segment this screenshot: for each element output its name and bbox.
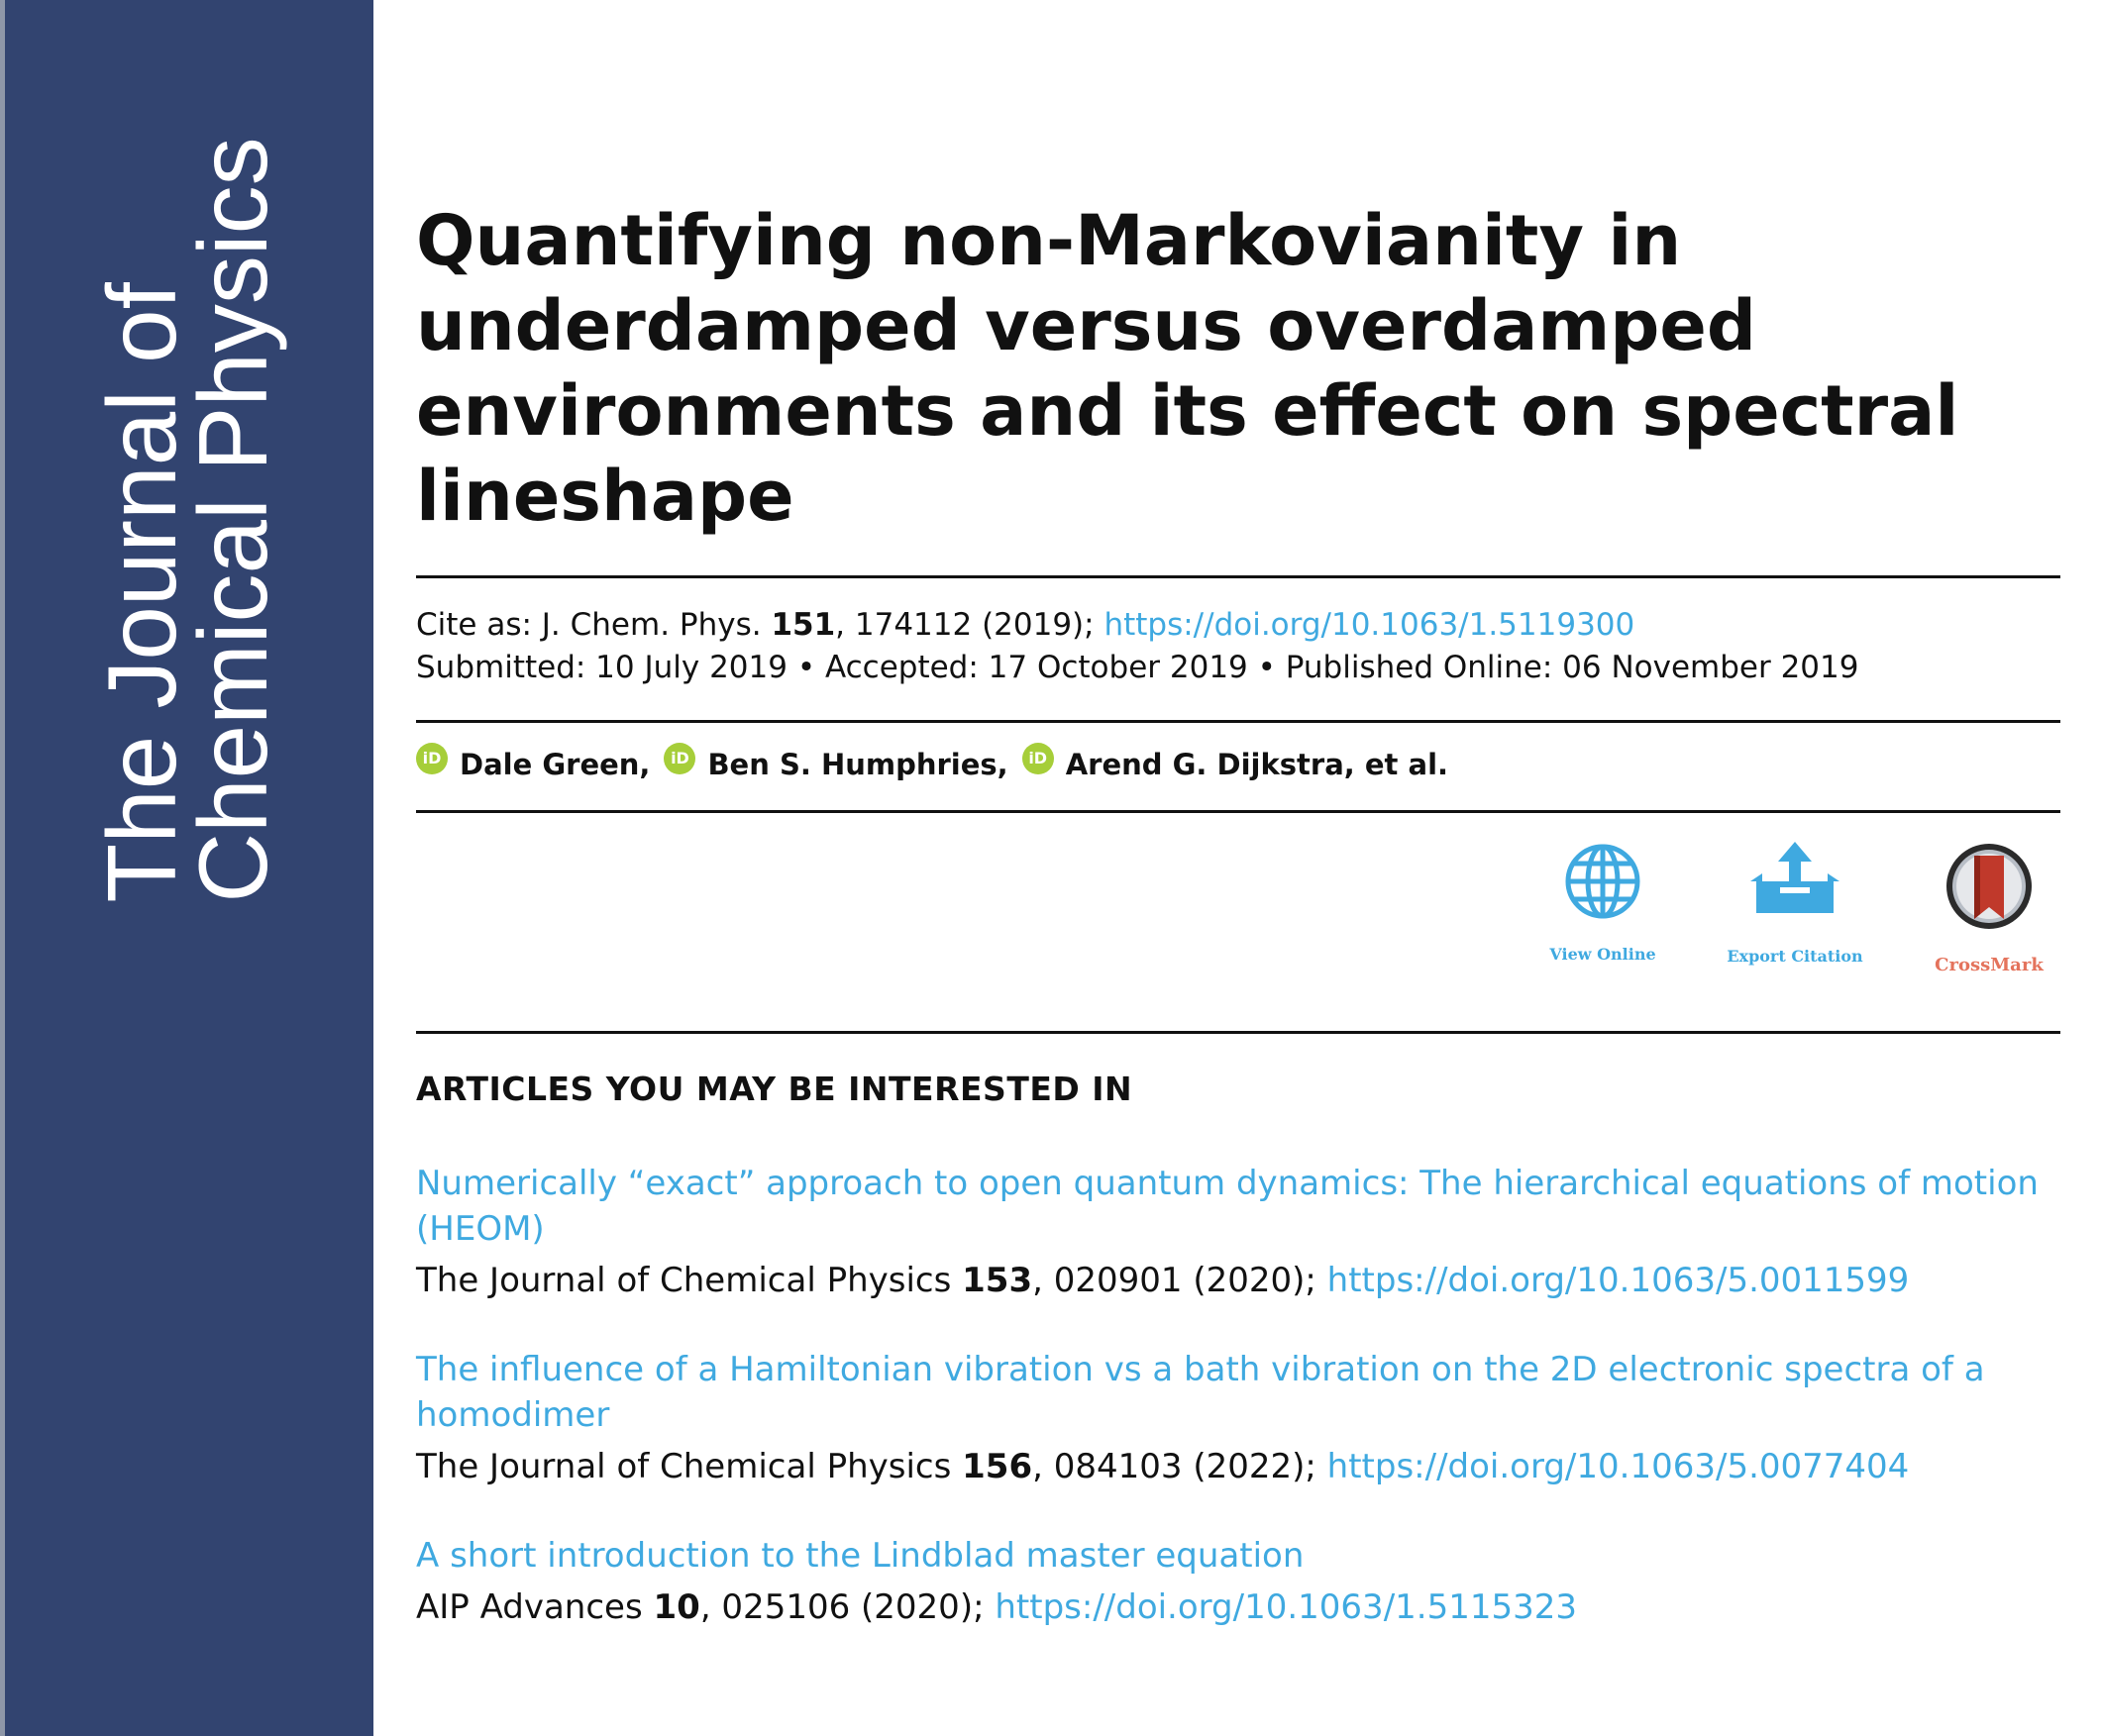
related-article-title[interactable]: A short introduction to the Lindblad master equation (416, 1536, 1305, 1576)
author-name[interactable]: Arend G. Dijkstra, et al. (1065, 748, 1449, 781)
related-article-reference (416, 1444, 2060, 1489)
view-online-button[interactable] (1523, 842, 1682, 964)
related-article-title[interactable]: Numerically “exact” approach to open quantum dynamics: The hierarchical equations of motion (HEOM) (416, 1164, 2039, 1249)
doi-link[interactable]: https://doi.org/10.1063/1.5119300 (1103, 607, 1635, 643)
sidebar-edge (0, 0, 5, 1736)
related-article-volume: 10 (653, 1587, 700, 1627)
crossmark-label: CrossMark (1935, 955, 2044, 975)
author-name[interactable]: Dale Green, (460, 748, 651, 781)
divider (416, 1031, 2060, 1034)
cite-rest: , 174112 (2019); (835, 607, 1104, 643)
related-article-doi-link[interactable]: https://doi.org/10.1063/5.0077404 (1326, 1447, 1910, 1486)
orcid-icon[interactable]: iD (1022, 743, 1054, 774)
related-article-reference (416, 1584, 2060, 1630)
journal-name (87, 137, 287, 903)
related-article (416, 1161, 2060, 1303)
view-online-label: View Online (1549, 945, 1656, 964)
journal-name-line1: The Journal of (87, 282, 196, 903)
related-article-reference (416, 1258, 2060, 1303)
related-article-title[interactable]: The influence of a Hamiltonian vibration vs a bath vibration on the 2D electronic spectra of a homodimer (416, 1350, 1985, 1435)
orcid-icon[interactable]: iD (664, 743, 695, 774)
divider (416, 575, 2060, 578)
related-article-journal: The Journal of Chemical Physics (416, 1261, 963, 1300)
divider (416, 720, 2060, 723)
globe-icon (1563, 842, 1642, 921)
export-citation-button[interactable] (1716, 842, 1874, 966)
crossmark-icon (1944, 842, 2034, 931)
related-article-journal: The Journal of Chemical Physics (416, 1447, 963, 1486)
related-article (416, 1533, 2060, 1630)
orcid-icon[interactable]: iD (416, 743, 448, 774)
related-article-pages: , 025106 (2020); (699, 1587, 996, 1627)
related-article-doi-link[interactable]: https://doi.org/10.1063/1.5115323 (995, 1587, 1578, 1627)
cite-line (416, 604, 1858, 647)
related-article-journal: AIP Advances (416, 1587, 654, 1627)
export-icon (1750, 842, 1839, 923)
related-article-volume: 156 (962, 1447, 1033, 1486)
related-article-pages: , 084103 (2022); (1032, 1447, 1327, 1486)
author-name[interactable]: Ben S. Humphries, (707, 748, 1008, 781)
related-articles-heading: ARTICLES YOU MAY BE INTERESTED IN (416, 1070, 1133, 1108)
export-citation-label: Export Citation (1727, 947, 1863, 966)
related-article (416, 1347, 2060, 1489)
citation-block (416, 604, 1858, 689)
related-article-doi-link[interactable]: https://doi.org/10.1063/5.0011599 (1326, 1261, 1910, 1300)
related-article-volume: 153 (962, 1261, 1033, 1300)
cite-prefix: Cite as: J. Chem. Phys. (416, 607, 772, 643)
cite-volume: 151 (771, 607, 836, 643)
author-list (416, 748, 1462, 781)
paper-title: Quantifying non-Markovianity in underdamped versus overdamped environments and its effect on spectral lineshape (416, 200, 1959, 537)
crossmark-button[interactable] (1910, 842, 2068, 975)
journal-sidebar (0, 0, 373, 1736)
journal-name-line2: Chemical Physics (178, 137, 287, 903)
related-article-pages: , 020901 (2020); (1032, 1261, 1327, 1300)
publication-dates: Submitted: 10 July 2019 • Accepted: 17 October 2019 • Published Online: 06 November 2019 (416, 650, 1859, 685)
divider (416, 810, 2060, 813)
